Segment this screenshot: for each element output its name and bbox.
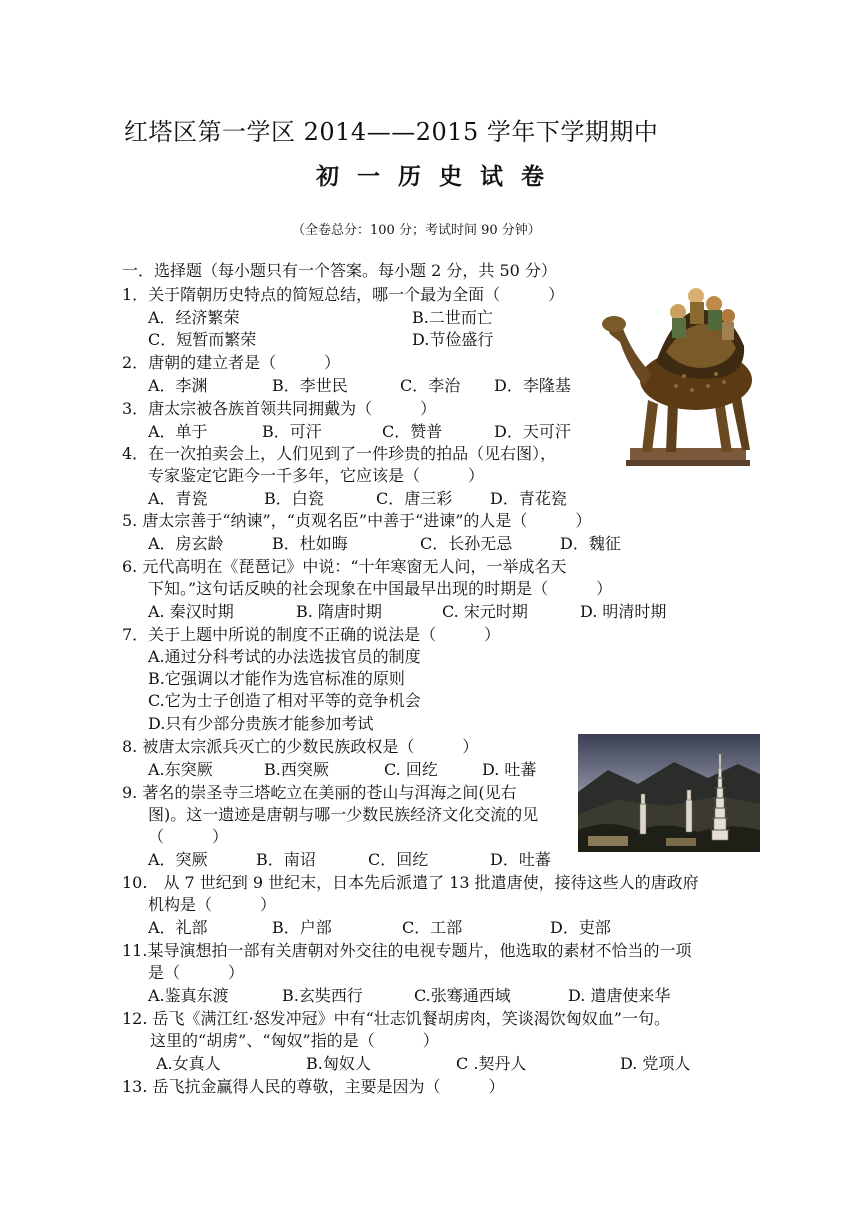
question-12: 12. 岳飞《满江红·怒发冲冠》中有“壮志饥餐胡虏肉，笑谈渴饮匈奴血”一句。 xyxy=(122,1009,670,1028)
question-5: 5. 唐太宗善于“纳谏”，“贞观名臣”中善于“进谏”的人是（ ） xyxy=(122,511,592,530)
q3-option-c: C．赞普 xyxy=(382,422,443,441)
q5-option-a: A．房玄龄 xyxy=(148,534,224,553)
q7-option-b: B.它强调以才能作为选官标准的原则 xyxy=(148,669,405,688)
exam-subtitle: 初一历史试卷 xyxy=(316,163,562,190)
question-8: 8. 被唐太宗派兵灭亡的少数民族政权是（ ） xyxy=(122,737,479,756)
q9-option-a: A．突厥 xyxy=(148,850,208,869)
q4-option-d: D．青花瓷 xyxy=(490,489,567,508)
question-3: 3．唐太宗被各族首领共同拥戴为（ ） xyxy=(122,399,437,418)
q9-option-c: C．回纥 xyxy=(368,850,429,869)
question-11-cont: 是（ ） xyxy=(148,963,245,982)
q10-option-b: B．户部 xyxy=(272,918,332,937)
q8-option-d: D. 吐蕃 xyxy=(482,760,537,779)
q12-option-c: C .契丹人 xyxy=(456,1054,527,1073)
q3-option-a: A．单于 xyxy=(148,422,208,441)
question-12-cont: 这里的“胡虏”、“匈奴”指的是（ ） xyxy=(150,1031,439,1050)
question-6: 6. 元代高明在《琵琶记》中说：“十年寒窗无人问，一举成名天 xyxy=(122,557,567,576)
q4-option-a: A．青瓷 xyxy=(148,489,208,508)
section-heading: 一．选择题（每小题只有一个答案。每小题 2 分，共 50 分） xyxy=(122,261,557,280)
camel-icon xyxy=(596,282,762,474)
question-4: 4．在一次拍卖会上，人们见到了一件珍贵的拍品（见右图）， xyxy=(122,444,557,463)
q2-option-a: A．李渊 xyxy=(148,376,208,395)
q4-option-c: C．唐三彩 xyxy=(376,489,453,508)
q7-option-d: D.只有少部分贵族才能参加考试 xyxy=(148,714,374,733)
q6-option-d: D. 明清时期 xyxy=(580,602,667,621)
q10-option-d: D．吏部 xyxy=(550,918,611,937)
q11-option-a: A.鉴真东渡 xyxy=(148,986,229,1005)
q5-option-b: B．杜如晦 xyxy=(272,534,348,553)
q4-option-b: B．白瓷 xyxy=(264,489,324,508)
question-10-cont: 机构是（ ） xyxy=(148,895,277,914)
exam-note: （全卷总分：100 分；考试时间 90 分钟） xyxy=(292,223,541,238)
question-1: 1．关于隋朝历史特点的简短总结，哪一个最为全面（ ） xyxy=(122,285,565,304)
question-9: 9. 著名的崇圣寺三塔屹立在美丽的苍山与洱海之间(见右 xyxy=(122,783,517,802)
q1-option-c: C．短暂而繁荣 xyxy=(148,330,257,349)
q2-option-d: D．李隆基 xyxy=(494,376,571,395)
three-pagodas-image xyxy=(578,734,760,852)
q12-option-d: D. 党项人 xyxy=(620,1054,691,1073)
q2-option-b: B．李世民 xyxy=(272,376,348,395)
pagoda-icon xyxy=(578,734,760,852)
question-10: 10. 从 7 世纪到 9 世纪末，日本先后派遣了 13 批遣唐使，接待这些人的唐政府 xyxy=(122,873,699,892)
q11-option-d: D. 遣唐使来华 xyxy=(568,986,671,1005)
q6-option-c: C. 宋元时期 xyxy=(442,602,528,621)
q6-option-b: B. 隋唐时期 xyxy=(296,602,382,621)
question-13: 13. 岳飞抗金赢得人民的尊敬，主要是因为（ ） xyxy=(122,1077,505,1096)
q1-option-a: A．经济繁荣 xyxy=(148,308,240,327)
question-2: 2．唐朝的建立者是（ ） xyxy=(122,353,341,372)
q8-option-a: A.东突厥 xyxy=(148,760,213,779)
q2-option-c: C．李治 xyxy=(400,376,461,395)
q8-option-b: B.西突厥 xyxy=(264,760,329,779)
q9-option-b: B．南诏 xyxy=(256,850,316,869)
q10-option-c: C．工部 xyxy=(402,918,463,937)
q6-option-a: A. 秦汉时期 xyxy=(148,602,234,621)
q12-option-a: A.女真人 xyxy=(156,1054,221,1073)
question-7: 7．关于上题中所说的制度不正确的说法是（ ） xyxy=(122,625,501,644)
question-6-cont: 下知。”这句话反映的社会现象在中国最早出现的时期是（ ） xyxy=(148,579,613,598)
q3-option-d: D．天可汗 xyxy=(494,422,571,441)
q10-option-a: A．礼部 xyxy=(148,918,208,937)
q11-option-b: B.玄奘西行 xyxy=(282,986,363,1005)
q12-option-b: B.匈奴人 xyxy=(306,1054,371,1073)
question-11: 11.某导演想拍一部有关唐朝对外交往的电视专题片，他选取的素材不恰当的一项 xyxy=(122,941,692,960)
q8-option-c: C. 回纥 xyxy=(384,760,438,779)
q1-option-d: D.节俭盛行 xyxy=(412,330,494,349)
camel-figure-image xyxy=(596,282,762,474)
q11-option-c: C.张骞通西域 xyxy=(414,986,511,1005)
question-4-cont: 专家鉴定它距今一千多年，它应该是（ ） xyxy=(148,466,485,485)
question-9-blank: （ ） xyxy=(148,827,229,846)
q1-option-b: B.二世而亡 xyxy=(412,308,493,327)
q7-option-a: A.通过分科考试的办法选拔官员的制度 xyxy=(148,647,421,666)
q7-option-c: C.它为士子创造了相对平等的竞争机会 xyxy=(148,691,421,710)
question-9-cont: 图)。这一遗迹是唐朝与哪一少数民族经济文化交流的见 xyxy=(148,805,539,824)
q5-option-d: D．魏征 xyxy=(560,534,621,553)
q5-option-c: C．长孙无忌 xyxy=(420,534,513,553)
q9-option-d: D．吐蕃 xyxy=(490,850,551,869)
exam-title: 红塔区第一学区 2014——2015 学年下学期期中 xyxy=(124,118,659,146)
q3-option-b: B．可汗 xyxy=(262,422,322,441)
